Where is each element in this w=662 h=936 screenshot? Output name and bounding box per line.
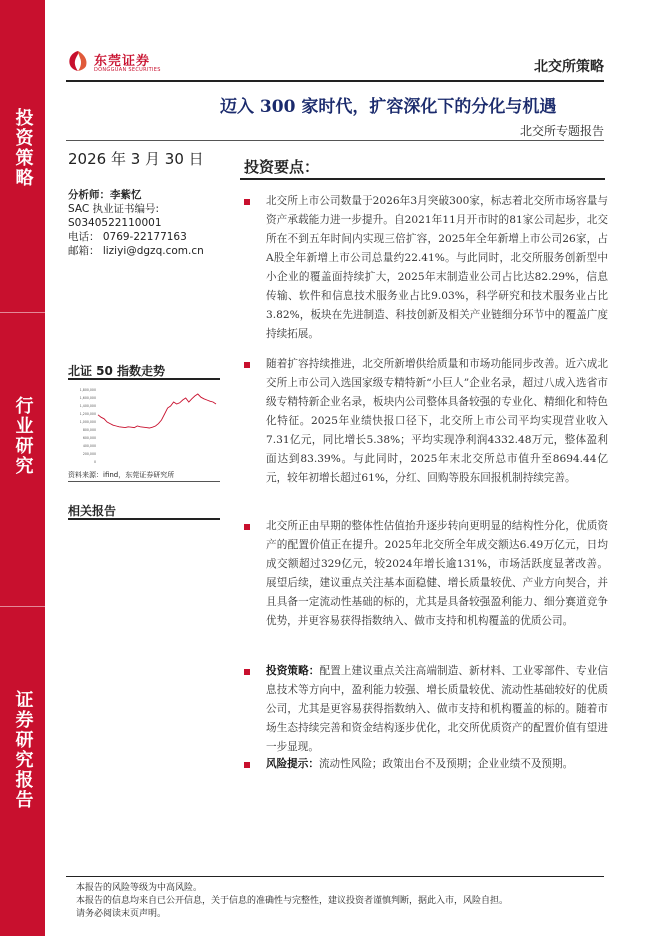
analyst-sac-label: SAC 执业证书编号: <box>68 203 160 215</box>
analyst-email[interactable]: 邮箱： liziyi@dgzq.com.cn <box>68 245 204 257</box>
logo-mark-icon <box>66 50 90 72</box>
y-tick-label: 1,000,000 <box>79 420 96 425</box>
index-chart-rule <box>68 378 220 380</box>
y-tick-label: 800,000 <box>82 428 96 433</box>
y-tick-label: 600,000 <box>82 436 96 441</box>
index-chart-source: 资料来源：ifind，东莞证券研究所 <box>68 471 175 479</box>
key-points-rule <box>240 178 605 180</box>
bullet-icon <box>244 669 250 675</box>
index-chart <box>68 386 220 466</box>
disclaimer-line-1: 本报告的风险等级为中高风险。 <box>76 883 203 893</box>
report-subtitle: 北交所专题报告 <box>519 124 604 138</box>
key-point-4 <box>266 662 608 757</box>
report-category: 北交所策略 <box>534 59 604 75</box>
y-tick-label: 0 <box>93 460 96 465</box>
disclaimer-line-3: 请务必阅读末页声明。 <box>76 909 167 919</box>
risk-text: 流动性风险；政策出台不及预期；企业业绩不及预期。 <box>318 758 574 770</box>
bullet-icon <box>244 362 250 368</box>
strategy-label: 投资策略： <box>266 665 320 677</box>
analyst-sac-no: S0340522110001 <box>68 217 162 229</box>
y-tick-label: 1,200,000 <box>79 412 96 417</box>
analyst-phone: 电话： 0769-22177163 <box>68 231 187 243</box>
source-rule <box>68 481 220 482</box>
key-points-title: 投资要点： <box>244 158 320 176</box>
related-reports-rule <box>68 518 220 520</box>
sidebar-section-report <box>0 690 45 810</box>
strategy-text: 配置上建议重点关注高端制造、新材料、工业零部件、专业信息技术等方向中，盈利能力较强、增长质量较优、流动性基础较好的优质公司，尤其是更容易获得指数纳入、做市支持和机构覆盖的标的。随着市场生态持续完善和资金结构逐步优化，北交所优质资产的配置价值有望进一步显现。 <box>266 665 608 753</box>
disclaimer-line-2: 本报告的信息均来自已公开信息，关于信息的准确性与完整性，建议投资者谨慎判断，据此入市，风险自担。 <box>76 896 509 906</box>
key-point-2: 随着扩容持续推进，北交所新增供给质量和市场功能同步改善。近六成北交所上市公司入选国家级专精特新“小巨人”企业名录，超过八成入选省市级专精特新企业名录，板块内公司整体具备较强的专业化、精细化和特色化特征。2025年业绩快报口径下，北交所上市公司平均实现营业收入7.31亿元，同比增长5.38%；平均实现净利润4332.48万元，整体盈利面达到83.39%。与此同时，2025年末北交所总市值升至8694.44亿元，较年初增长超过61%，分红、回购等股东回报机制持续完善。 <box>266 358 608 484</box>
y-tick-label: 1,400,000 <box>79 404 96 409</box>
key-point-3: 北交所正由早期的整体性估值抬升逐步转向更明显的结构性分化，优质资产的配置价值正在提升。2025年北交所全年成交额达6.49万亿元，日均成交额超过329亿元，较2024年增长逾131%，市场活跃度显著改善。展望后续，建议重点关注基本面稳健、增长质量较优、产业方向契合，并且具备一定流动性基础的标的，尤其是具备较强盈利能力、细分赛道竞争优势，并更容易获得指数纳入、做市支持和机构覆盖的优质公司。 <box>266 520 608 627</box>
sidebar-section-label: 证券研究报告 <box>12 690 34 810</box>
index-series-line <box>98 394 216 428</box>
logo-text-cn: 东莞证券 <box>94 54 151 69</box>
report-date: 2026 年 3 月 30 日 <box>68 150 204 168</box>
bullet-icon <box>244 762 250 768</box>
bullet-icon <box>244 199 250 205</box>
footer-rule <box>66 876 604 877</box>
header-rule <box>66 80 604 82</box>
sidebar-section-label: 投资策略 <box>12 108 34 188</box>
y-tick-label: 1,800,000 <box>79 388 96 393</box>
analyst-name: 分析师：李紫忆 <box>68 189 142 201</box>
y-tick-label: 400,000 <box>82 444 96 449</box>
report-title: 迈入 300 家时代，扩容深化下的分化与机遇 <box>220 97 557 117</box>
related-reports-title: 相关报告 <box>68 504 117 518</box>
title-rule <box>66 140 604 141</box>
sidebar-divider <box>0 312 45 313</box>
key-point-1: 北交所上市公司数量于2026年3月突破300家，标志着北交所市场容量与资产承载能力进一步提升。自2021年11月开市时的81家公司起步，北交所在不到五年时间内实现三倍扩容，2025年全年新增上市公司26家，占A股全年新增上市公司总量约22.41%。与此同时，北交所服务创新型中小企业的覆盖面持续扩大，2025年末制造业公司占比达82.29%，信息传输、软件和信息技术服务业占比9.03%，科学研究和技术服务业占比3.82%，板块在先进制造、科技创新及相关产业链细分环节中的覆盖广度持续拓展。 <box>266 195 608 340</box>
risk-label: 风险提示： <box>266 758 319 770</box>
logo-text-en: DONGGUAN SECURITIES <box>94 67 161 73</box>
index-chart-title: 北证 50 指数走势 <box>68 364 166 378</box>
sidebar-section-industry <box>0 396 45 476</box>
bullet-icon <box>244 524 250 530</box>
sidebar-section-strategy <box>0 108 45 188</box>
y-tick-label: 1,600,000 <box>79 396 96 401</box>
disclaimer <box>76 882 508 921</box>
sidebar <box>0 0 45 936</box>
company-logo <box>66 48 186 78</box>
key-point-5 <box>266 755 608 774</box>
analyst-info <box>68 188 233 258</box>
sidebar-divider <box>0 606 45 607</box>
sidebar-section-label: 行业研究 <box>12 396 34 476</box>
y-tick-label: 200,000 <box>82 452 96 457</box>
